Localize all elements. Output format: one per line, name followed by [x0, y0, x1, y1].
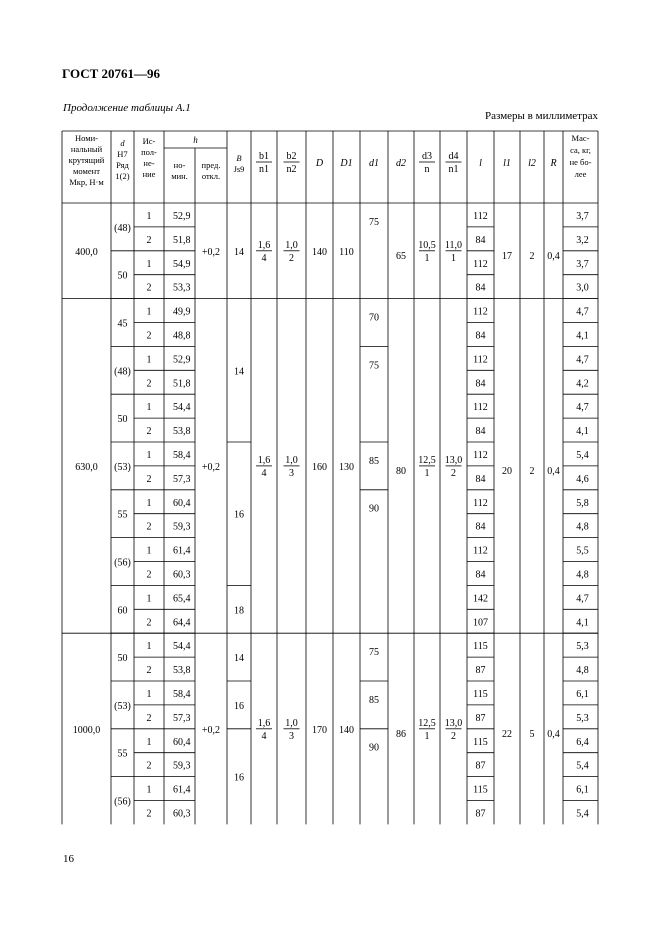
- B-cell: 16: [234, 772, 244, 784]
- header-b2n2-numerator: b2: [286, 151, 297, 162]
- l-cell: 84: [475, 473, 486, 485]
- h-nominal-cell: 53,8: [173, 665, 191, 677]
- mass-cell: 4,1: [576, 330, 589, 342]
- header-torque: Мкр, Н·м: [69, 177, 104, 187]
- header-d: d: [120, 138, 125, 148]
- B-cell: 16: [234, 509, 244, 521]
- torque-cell: 630,0: [75, 461, 98, 473]
- mass-cell: 5,3: [576, 712, 589, 724]
- execution-cell: 2: [146, 665, 152, 677]
- header-mass: лее: [574, 169, 587, 179]
- B-cell: 14: [234, 246, 244, 258]
- h-nominal-cell: 52,9: [173, 354, 191, 366]
- header-B: B: [236, 153, 242, 163]
- mass-cell: 5,4: [576, 760, 589, 772]
- document-title: ГОСТ 20761—96: [62, 66, 161, 81]
- execution-cell: 2: [146, 234, 152, 246]
- header-B: Js9: [233, 164, 245, 174]
- mass-cell: 5,4: [576, 449, 589, 461]
- header-D1: D1: [340, 158, 353, 169]
- l-cell: 115: [473, 736, 488, 748]
- d2-cell: 86: [396, 728, 406, 740]
- mass-cell: 4,8: [576, 665, 589, 677]
- b2n2-cell-denominator: 3: [289, 730, 294, 742]
- execution-cell: 1: [146, 545, 152, 557]
- d1-cell: 70: [369, 312, 379, 324]
- mass-cell: 5,8: [576, 497, 589, 509]
- h-nominal-cell: 61,4: [173, 545, 191, 557]
- b2n2-cell-numerator: 1,0: [285, 454, 298, 466]
- header-torque: момент: [73, 166, 100, 176]
- l-cell: 112: [473, 545, 488, 557]
- h-nominal-cell: 52,9: [173, 210, 191, 222]
- d-cell: 55: [117, 748, 128, 760]
- mass-cell: 6,1: [576, 784, 589, 796]
- mass-cell: 4,2: [576, 378, 589, 390]
- l1-cell: 17: [502, 250, 512, 262]
- execution-cell: 1: [146, 688, 152, 700]
- execution-cell: 2: [146, 330, 152, 342]
- h-nominal-cell: 49,9: [173, 306, 191, 318]
- d2-cell: 65: [396, 250, 406, 262]
- h-nominal-cell: 59,3: [173, 521, 191, 533]
- header-h: h: [193, 135, 198, 145]
- d1-cell: 90: [369, 742, 379, 754]
- h-nominal-cell: 64,4: [173, 617, 191, 629]
- header-d: H7: [117, 149, 128, 159]
- execution-cell: 1: [146, 354, 152, 366]
- l-cell: 115: [473, 784, 488, 796]
- execution-cell: 2: [146, 521, 152, 533]
- d3n-cell-numerator: 10,5: [418, 239, 436, 251]
- l2-cell: 2: [529, 465, 535, 477]
- mass-cell: 4,7: [576, 354, 589, 366]
- execution-cell: 2: [146, 760, 152, 772]
- d-cell: (53): [114, 700, 131, 712]
- mass-cell: 3,7: [576, 258, 589, 270]
- header-mass: не бо-: [569, 157, 592, 167]
- execution-cell: 2: [146, 617, 152, 629]
- b2n2-cell-denominator: 3: [289, 467, 294, 479]
- execution-cell: 2: [146, 808, 152, 820]
- d-cell: (56): [114, 557, 131, 569]
- execution-cell: 1: [146, 402, 152, 414]
- h-deviation-cell: +0,2: [201, 461, 221, 473]
- l-cell: 112: [473, 354, 488, 366]
- h-nominal-cell: 48,8: [173, 330, 191, 342]
- B-cell: 18: [234, 605, 244, 617]
- mass-cell: 6,1: [576, 688, 589, 700]
- d-cell: 50: [117, 653, 128, 665]
- header-d2: d2: [396, 158, 406, 169]
- header-b2n2-denominator: n2: [286, 164, 297, 175]
- d4n1-cell-denominator: 2: [451, 730, 456, 742]
- d1-cell: 90: [369, 503, 379, 515]
- B-cell: 16: [234, 700, 244, 712]
- l-cell: 115: [473, 688, 488, 700]
- header-execution: Ис-: [142, 136, 156, 146]
- B-cell: 14: [234, 653, 244, 665]
- d3n-cell-denominator: 1: [424, 467, 430, 479]
- l-cell: 87: [475, 665, 486, 677]
- l-cell: 84: [475, 234, 486, 246]
- header-D: D: [315, 158, 324, 169]
- d4n1-cell-denominator: 1: [451, 252, 456, 264]
- header-d4n1-denominator: n1: [448, 164, 459, 175]
- l-cell: 112: [473, 497, 488, 509]
- l1-cell: 20: [502, 465, 512, 477]
- mass-cell: 3,7: [576, 210, 589, 222]
- l-cell: 87: [475, 712, 486, 724]
- execution-cell: 2: [146, 282, 152, 294]
- h-deviation-cell: +0,2: [201, 724, 221, 736]
- header-mass: са, кг,: [570, 145, 591, 155]
- mass-cell: 4,7: [576, 593, 589, 605]
- h-nominal-cell: 54,9: [173, 258, 191, 270]
- l1-cell: 22: [502, 728, 512, 740]
- D1-cell: 140: [339, 724, 354, 736]
- mass-cell: 4,8: [576, 521, 589, 533]
- l-cell: 84: [475, 521, 486, 533]
- mass-cell: 5,4: [576, 808, 589, 820]
- h-nominal-cell: 51,8: [173, 378, 191, 390]
- execution-cell: 1: [146, 258, 152, 270]
- d1-cell: 75: [369, 647, 379, 659]
- h-nominal-cell: 51,8: [173, 234, 191, 246]
- h-nominal-cell: 61,4: [173, 784, 191, 796]
- d4n1-cell-denominator: 2: [451, 467, 456, 479]
- l-cell: 84: [475, 426, 486, 438]
- l2-cell: 5: [529, 728, 535, 740]
- mass-cell: 4,7: [576, 306, 589, 318]
- d1-cell: 75: [369, 216, 379, 228]
- mass-cell: 4,1: [576, 617, 589, 629]
- l-cell: 142: [473, 593, 488, 605]
- b1n1-cell-denominator: 4: [261, 467, 267, 479]
- d-cell: (56): [114, 796, 131, 808]
- d-cell: 45: [117, 318, 128, 330]
- R-cell: 0,4: [547, 728, 560, 740]
- h-nominal-cell: 53,3: [173, 282, 191, 294]
- b1n1-cell-numerator: 1,6: [257, 717, 271, 729]
- mass-cell: 5,5: [576, 545, 589, 557]
- mass-cell: 4,7: [576, 402, 589, 414]
- h-nominal-cell: 58,4: [173, 688, 191, 700]
- b1n1-cell-numerator: 1,6: [257, 239, 271, 251]
- header-d3n-numerator: d3: [422, 151, 432, 162]
- h-nominal-cell: 57,3: [173, 473, 191, 485]
- execution-cell: 2: [146, 712, 152, 724]
- header-h-deviation: откл.: [201, 171, 221, 181]
- mass-cell: 6,4: [576, 736, 589, 748]
- mass-cell: 3,2: [576, 234, 589, 246]
- header-b1n1-numerator: b1: [259, 151, 269, 162]
- l2-cell: 2: [529, 250, 535, 262]
- d-cell: (48): [114, 366, 131, 378]
- l-cell: 107: [473, 617, 488, 629]
- execution-cell: 1: [146, 306, 152, 318]
- l-cell: 112: [473, 449, 488, 461]
- d-cell: 50: [117, 414, 128, 426]
- execution-cell: 2: [146, 426, 152, 438]
- header-h-nominal: но-: [173, 160, 186, 170]
- R-cell: 0,4: [547, 250, 560, 262]
- h-nominal-cell: 60,4: [173, 497, 191, 509]
- mass-cell: 4,1: [576, 426, 589, 438]
- execution-cell: 1: [146, 784, 152, 796]
- mass-cell: 4,6: [576, 473, 589, 485]
- R-cell: 0,4: [547, 465, 560, 477]
- D-cell: 160: [312, 461, 327, 473]
- header-d: 1(2): [115, 171, 130, 181]
- header-b1n1-denominator: n1: [259, 164, 269, 175]
- header-l: l: [479, 158, 482, 169]
- D1-cell: 130: [339, 461, 354, 473]
- header-mass: Мас-: [571, 133, 590, 143]
- d-cell: (48): [114, 222, 131, 234]
- d4n1-cell-numerator: 13,0: [444, 454, 463, 466]
- header-d3n-denominator: n: [424, 164, 430, 175]
- b2n2-cell-denominator: 2: [289, 252, 294, 264]
- D-cell: 170: [312, 724, 327, 736]
- d-cell: 50: [117, 270, 128, 282]
- d2-cell: 80: [396, 465, 406, 477]
- d3n-cell-numerator: 12,5: [418, 717, 436, 729]
- b2n2-cell-numerator: 1,0: [285, 239, 298, 251]
- execution-cell: 1: [146, 449, 152, 461]
- units-label: Размеры в миллиметрах: [485, 110, 598, 122]
- d4n1-cell-numerator: 13,0: [444, 717, 463, 729]
- header-torque: нальный: [70, 144, 103, 154]
- l-cell: 87: [475, 760, 486, 772]
- d1-cell: 75: [369, 360, 379, 372]
- page-number: 16: [63, 853, 74, 865]
- d4n1-cell-numerator: 11,0: [444, 239, 463, 251]
- h-nominal-cell: 60,3: [173, 569, 191, 581]
- table-continuation-label: Продолжение таблицы А.1: [63, 102, 191, 114]
- l-cell: 84: [475, 378, 486, 390]
- header-execution: пол-: [141, 147, 157, 157]
- header-d1: d1: [369, 158, 379, 169]
- l-cell: 112: [473, 258, 488, 270]
- h-nominal-cell: 54,4: [173, 641, 191, 653]
- header-d: Ряд: [116, 160, 129, 170]
- h-nominal-cell: 60,3: [173, 808, 191, 820]
- h-nominal-cell: 58,4: [173, 449, 191, 461]
- h-nominal-cell: 60,4: [173, 736, 191, 748]
- execution-cell: 1: [146, 210, 152, 222]
- B-cell: 14: [234, 366, 244, 378]
- d3n-cell-denominator: 1: [424, 252, 430, 264]
- d-cell: 55: [117, 509, 128, 521]
- execution-cell: 1: [146, 736, 152, 748]
- d1-cell: 85: [369, 694, 379, 706]
- execution-cell: 1: [146, 497, 152, 509]
- header-l2: l2: [528, 158, 536, 169]
- header-h-deviation: пред.: [201, 160, 221, 170]
- l-cell: 84: [475, 282, 486, 294]
- d-cell: (53): [114, 461, 131, 473]
- torque-cell: 1000,0: [72, 724, 101, 736]
- execution-cell: 2: [146, 378, 152, 390]
- b1n1-cell-denominator: 4: [261, 252, 267, 264]
- execution-cell: 2: [146, 473, 152, 485]
- header-execution: ние: [142, 169, 156, 179]
- h-nominal-cell: 57,3: [173, 712, 191, 724]
- b1n1-cell-numerator: 1,6: [257, 454, 271, 466]
- d-cell: 60: [117, 605, 128, 617]
- header-torque: Номи-: [75, 133, 98, 143]
- D1-cell: 110: [339, 246, 354, 258]
- d3n-cell-denominator: 1: [424, 730, 430, 742]
- l-cell: 112: [473, 306, 488, 318]
- header-R: R: [550, 158, 557, 169]
- b1n1-cell-denominator: 4: [261, 730, 267, 742]
- b2n2-cell-numerator: 1,0: [285, 717, 298, 729]
- l-cell: 87: [475, 808, 486, 820]
- h-nominal-cell: 65,4: [173, 593, 191, 605]
- l-cell: 84: [475, 569, 486, 581]
- d1-cell: 85: [369, 455, 379, 467]
- d3n-cell-numerator: 12,5: [418, 454, 436, 466]
- h-nominal-cell: 54,4: [173, 402, 191, 414]
- l-cell: 112: [473, 402, 488, 414]
- header-execution: не-: [143, 158, 155, 168]
- mass-cell: 5,3: [576, 641, 589, 653]
- l-cell: 115: [473, 641, 488, 653]
- D-cell: 140: [312, 246, 327, 258]
- l-cell: 84: [475, 330, 486, 342]
- header-torque: крутящий: [68, 155, 105, 165]
- header-l1: l1: [503, 158, 511, 169]
- mass-cell: 4,8: [576, 569, 589, 581]
- h-nominal-cell: 53,8: [173, 426, 191, 438]
- torque-cell: 400,0: [75, 246, 98, 258]
- l-cell: 112: [473, 210, 488, 222]
- header-d4n1-numerator: d4: [448, 151, 459, 162]
- execution-cell: 2: [146, 569, 152, 581]
- execution-cell: 1: [146, 593, 152, 605]
- execution-cell: 1: [146, 641, 152, 653]
- mass-cell: 3,0: [576, 282, 589, 294]
- header-h-nominal: мин.: [171, 171, 188, 181]
- h-nominal-cell: 59,3: [173, 760, 191, 772]
- h-deviation-cell: +0,2: [201, 246, 221, 258]
